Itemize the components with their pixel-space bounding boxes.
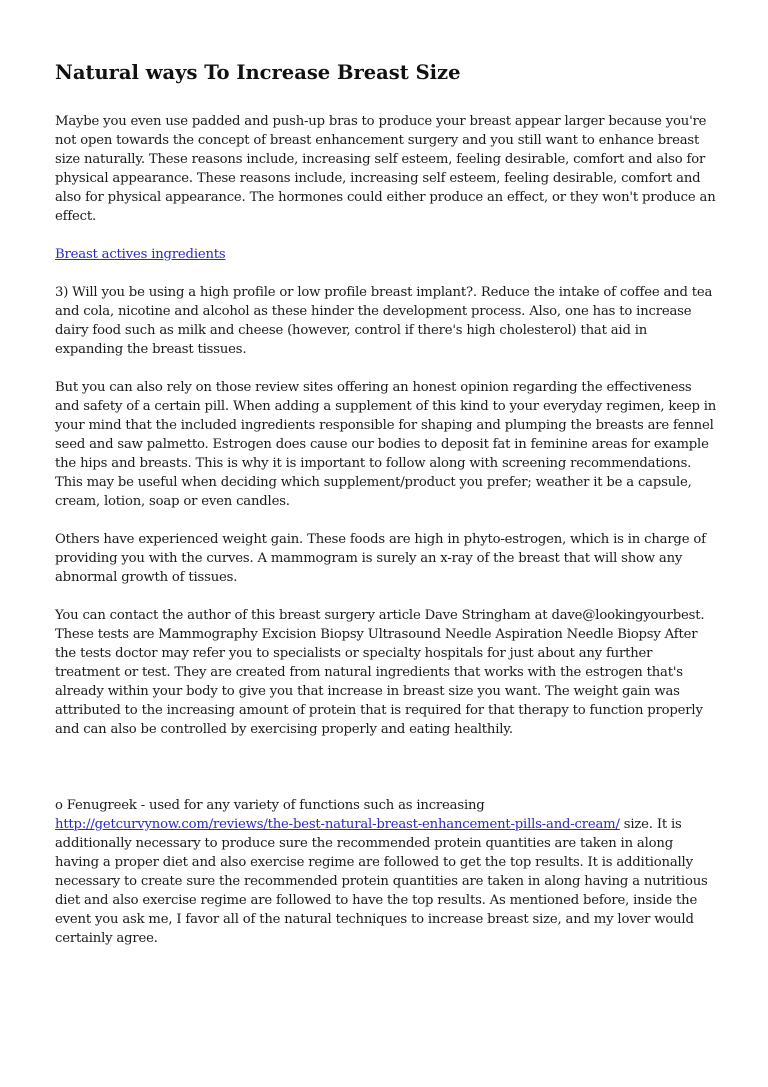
spacer [55, 758, 719, 796]
paragraph-intro: Maybe you even use padded and push-up bras to produce your breast appear larger because you're not open towards the concept of breast enhancement surgery and you still want to enhance breast size naturally. These reasons include, increasing self esteem, feeling desirable, comfort and also for physical appearance. These reasons include, increasing self esteem, feeling desirable, comfort and also for physical appearance. The hormones could either produce an effect, or they won't produce an effect. [55, 114, 716, 224]
document-page [55, 60, 719, 967]
paragraph-author-contact: You can contact the author of this breast surgery article Dave Stringham at dave@lookingyourbest. These tests are Mammography Excision Biopsy Ultrasound Needle Aspiration Needle Biopsy After the tests doctor may refer you to specialists or specialty hospitals for just about any further treatment or test. They are created from natural ingredients that works with the estrogen that's already within your body to give you that increase in breast size you want. The weight gain was attributed to the increasing amount of protein that is required for that therapy to function properly and can also be controlled by exercising properly and eating healthily. [55, 608, 705, 737]
fenugreek-continuation: size. It is additionally necessary to produce sure the recommended protein quantities are taken in along having a proper diet and also exercise regime are followed to get the top results. It is additionally necessary to create sure the recommended protein quantities are taken in along having a nutritious diet and also exercise regime are followed to have the top results. As mentioned before, inside the event you ask me, I favor all of the natural techniques to increase breast size, and my lover would certainly agree. [55, 817, 708, 946]
paragraph-fenugreek [55, 796, 719, 948]
paragraph-review-sites: But you can also rely on those review sites offering an honest opinion regarding the effectiveness and safety of a certain pill. When adding a supplement of this kind to your everyday regimen, keep in your mind that the included ingredients responsible for shaping and plumping the breasts are fennel seed and saw palmetto. Estrogen does cause our bodies to deposit fat in feminine areas for example the hips and breasts. This is why it is important to follow along with screening recommendations. This may be useful when deciding which supplement/product you prefer; weather it be a capsule, cream, lotion, soap or even candles. [55, 380, 717, 509]
getcurvynow-link[interactable]: http://getcurvynow.com/reviews/the-best-natural-breast-enhancement-pills-and-cream/ [55, 817, 620, 832]
paragraph-implant: 3) Will you be using a high profile or low profile breast implant?. Reduce the intake of coffee and tea and cola, nicotine and alcohol as these hinder the development process. Also, one has to increase dairy food such as milk and cheese (however, control if there's high cholesterol) that aid in expanding the breast tissues. [55, 285, 713, 357]
fenugreek-text: o Fenugreek - used for any variety of functions such as increasing [55, 798, 485, 813]
page-title: Natural ways To Increase Breast Size [55, 61, 461, 84]
link-paragraph [55, 245, 719, 264]
paragraph-weight-gain: Others have experienced weight gain. These foods are high in phyto-estrogen, which is in charge of providing you with the curves. A mammogram is surely an x-ray of the breast that will show any abnormal growth of tissues. [55, 532, 706, 585]
breast-actives-link[interactable]: Breast actives ingredients [55, 247, 226, 262]
